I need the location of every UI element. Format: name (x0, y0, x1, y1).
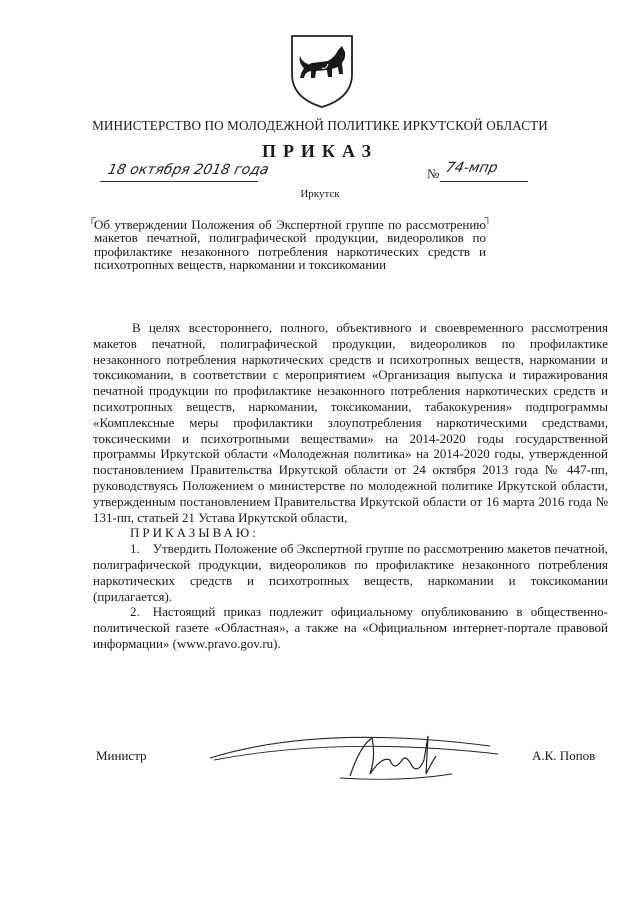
order-word: ПРИКАЗЫВАЮ: (130, 525, 259, 541)
document-type-title: ПРИКАЗ (261, 141, 379, 161)
subject-bracket-right: ┐ (484, 212, 492, 224)
coat-of-arms-icon (288, 30, 356, 110)
order-item-1: 1. Утвердить Положение об Экспертной группе по рассмотрению макетов печатной, полиграфической продукции, видеороликов по профилактике незаконного потребления наркотических средств и психотропных веществ, наркомании и токсикомании (прилагается). (93, 541, 608, 604)
preamble-paragraph: В целях всестороннего, полного, объективного и своевременного рассмотрения макетов печатной, полиграфической продукции, видеороликов по профилактике незаконного потребления наркотических средств и психотропных веществ, наркомании и токсикомании, в соответствии с мероприятием «Организация выпуска и тиражирования печатной продукции по профилактике незаконного потребления наркотических средств и психотропных веществ, наркомании, токсикомании, табакокурения» подпрограммы «Комплексные меры профилактики злоупотребления наркотическими средствами, токсическими и психотропными веществами» на 2014-2020 годы государственной программы Иркутской области «Молодежная политика» на 2014-2020 годы, утвержденной постановлением Правительства Иркутской области от 24 октября 2013 года № 447-пп, руководствуясь Положением о министерстве по молодежной политике Иркутской области, утвержденным постановлением Правительства Иркутской области от 16 марта 2016 года № 131-пп, статьей 21 Устава Иркутской области, (93, 320, 608, 525)
signer-position: Министр (96, 748, 147, 763)
signer-name: А.К. Попов (532, 748, 596, 763)
signature-icon (200, 716, 500, 786)
order-date: 18 октября 2018 года (106, 162, 271, 178)
city-name: Иркутск (300, 188, 340, 200)
order-item-2: 2. Настоящий приказ подлежит официальному опубликованию в общественно-политической газете «Областная», а также на «Официальном интернет-портале правовой информации» (www.pravo.gov.ru). (93, 604, 608, 651)
number-underline (440, 181, 528, 182)
date-underline (100, 181, 258, 182)
number-sign: № (427, 166, 440, 181)
ministry-name: МИНИСТЕРСТВО ПО МОЛОДЕЖНОЙ ПОЛИТИКЕ ИРКУТСКОЙ ОБЛАСТИ (92, 118, 548, 133)
subject-bracket-left: ┌ (88, 212, 96, 224)
order-body (93, 320, 608, 652)
order-number: 74-мпр (444, 160, 500, 176)
order-subject: Об утверждении Положения об Экспертной группе по рассмотрению макетов печатной, полиграфической продукции, видеороликов по профилактике незаконного потребления наркотических средств и психотропных веществ, наркомании и токсикомании (94, 217, 486, 272)
